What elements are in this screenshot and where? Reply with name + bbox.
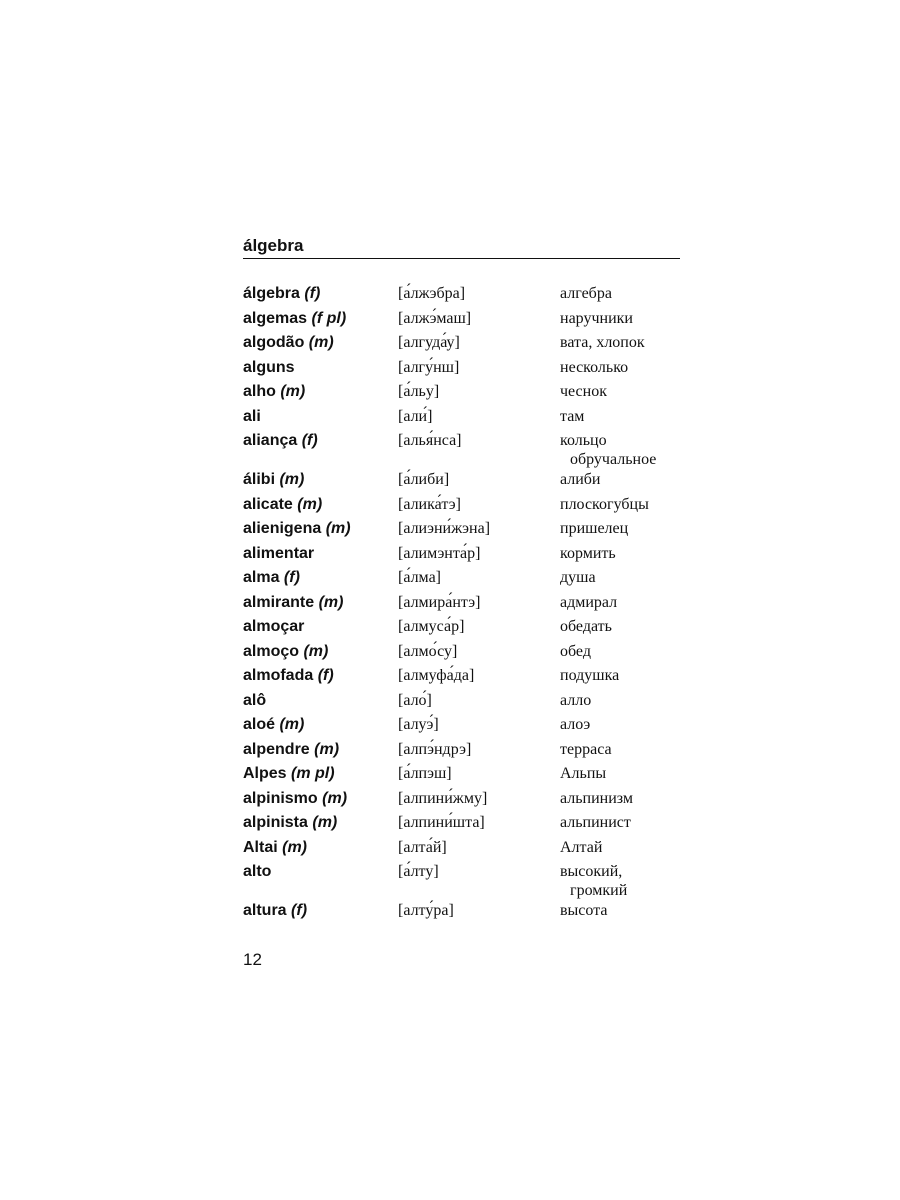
headword-text: Alpes [243, 765, 287, 782]
translation-line: высокий, [560, 863, 623, 880]
dictionary-entry [243, 495, 680, 520]
headword-text: almoçar [243, 618, 305, 635]
dictionary-entry [243, 642, 680, 667]
page-number: 12 [243, 950, 262, 969]
gender-marker: (f) [283, 569, 300, 586]
headword-text: alguns [243, 358, 295, 376]
translation [560, 764, 680, 784]
headword-text: ali [243, 407, 261, 425]
gender-marker: (m) [312, 814, 338, 831]
gender-marker: (m) [279, 471, 305, 488]
dictionary-entry [243, 813, 680, 838]
gender-marker: (m pl) [291, 765, 335, 782]
translation [560, 838, 680, 858]
translation-line: несколько [560, 358, 629, 376]
translation-line: обручальное [570, 451, 657, 468]
dictionary-entry [243, 333, 680, 358]
headword-text: alô [243, 691, 267, 709]
translation [560, 740, 680, 760]
headword [243, 901, 307, 921]
translation [560, 431, 680, 468]
pronunciation: [ало́] [398, 691, 432, 709]
gender-marker: (m) [279, 716, 305, 733]
headword [243, 495, 322, 515]
dictionary-entry [243, 666, 680, 691]
translation-line: кормить [560, 544, 616, 562]
headword-text: algemas [243, 309, 308, 327]
translation-line: громкий [570, 882, 628, 899]
dictionary-entry [243, 284, 680, 309]
pronunciation: [а́лту] [398, 863, 439, 880]
translation-line: алгебра [560, 285, 612, 302]
translation-line: альпинизм [560, 789, 633, 807]
entry-list [243, 284, 680, 926]
headword-text: alpinista [243, 814, 308, 831]
headword-text: alienigena [243, 520, 322, 537]
pronunciation: [алпэ́ндрэ] [398, 740, 472, 758]
pronunciation: [а́лма] [398, 569, 441, 586]
translation-line: плоскогубцы [560, 495, 649, 513]
gender-marker: (m) [314, 740, 340, 758]
translation [560, 544, 680, 564]
headword-text: alpendre [243, 740, 310, 758]
translation-line: чеснок [560, 383, 607, 400]
header-rule [243, 258, 680, 259]
translation [560, 495, 680, 515]
translation [560, 715, 680, 735]
gender-marker: (m) [325, 520, 351, 537]
translation-line: обедать [560, 618, 612, 635]
translation [560, 309, 680, 329]
running-head: álgebra [243, 236, 304, 255]
translation-line: пришелец [560, 520, 629, 537]
gender-marker: (f pl) [311, 309, 347, 327]
headword [243, 431, 318, 451]
headword [243, 333, 334, 353]
headword [243, 691, 266, 711]
dictionary-entry [243, 358, 680, 383]
headword [243, 519, 351, 539]
headword-text: alpinismo [243, 789, 318, 807]
translation [560, 358, 680, 378]
translation-line: адмирал [560, 593, 618, 611]
translation [560, 519, 680, 539]
pronunciation: [алмо́су] [398, 642, 458, 660]
gender-marker: (m) [308, 334, 334, 351]
translation [560, 691, 680, 711]
translation-line: наручники [560, 309, 633, 327]
translation [560, 617, 680, 637]
gender-marker: (f) [291, 902, 308, 919]
headword [243, 309, 346, 329]
headword [243, 642, 328, 662]
headword-text: aliança [243, 432, 298, 449]
headword [243, 813, 337, 833]
pronunciation: [алуэ́] [398, 716, 439, 733]
gender-marker: (f) [304, 285, 321, 302]
gender-marker: (m) [297, 495, 323, 513]
pronunciation: [алья́нса] [398, 432, 462, 449]
translation [560, 813, 680, 833]
gender-marker: (f) [301, 432, 318, 449]
dictionary-entry [243, 764, 680, 789]
pronunciation: [алжэ́маш] [398, 309, 472, 327]
gender-marker: (m) [280, 383, 306, 400]
translation [560, 593, 680, 613]
translation [560, 470, 680, 490]
gender-marker: (m) [303, 642, 329, 660]
headword-text: alto [243, 863, 272, 880]
pronunciation: [а́лжэбра] [398, 285, 466, 302]
pronunciation: [алмуфа́да] [398, 667, 475, 684]
translation-line: обед [560, 642, 591, 660]
pronunciation: [алту́ра] [398, 902, 454, 919]
headword [243, 764, 335, 784]
dictionary-entry [243, 715, 680, 740]
pronunciation: [алпини́шта] [398, 814, 485, 831]
headword [243, 568, 300, 588]
headword-text: álgebra [243, 285, 300, 302]
translation-line: алло [560, 691, 592, 709]
headword-text: alimentar [243, 544, 315, 562]
translation [560, 642, 680, 662]
headword-text: Altai [243, 838, 278, 856]
translation-line: высота [560, 902, 608, 919]
dictionary-entry [243, 309, 680, 334]
headword [243, 544, 314, 564]
headword-text: almoço [243, 642, 300, 660]
dictionary-entry [243, 862, 680, 901]
dictionary-entry [243, 740, 680, 765]
headword [243, 470, 304, 490]
pronunciation: [а́лпэш] [398, 765, 452, 782]
translation [560, 666, 680, 686]
headword-text: alicate [243, 495, 293, 513]
headword [243, 284, 320, 304]
headword-text: alma [243, 569, 280, 586]
headword [243, 715, 304, 735]
dictionary-entry [243, 407, 680, 432]
headword [243, 838, 307, 858]
dictionary-entry [243, 617, 680, 642]
dictionary-entry [243, 382, 680, 407]
translation-line: терраса [560, 740, 612, 758]
dictionary-entry [243, 593, 680, 618]
translation-line: алоэ [560, 716, 591, 733]
headword-text: altura [243, 902, 287, 919]
headword-text: almofada [243, 667, 314, 684]
dictionary-entry [243, 544, 680, 569]
pronunciation: [а́льу] [398, 383, 440, 400]
translation-line: альпинист [560, 814, 631, 831]
dictionary-entry [243, 901, 680, 926]
headword [243, 358, 295, 378]
dictionary-entry [243, 470, 680, 495]
gender-marker: (m) [282, 838, 308, 856]
pronunciation: [алимэнта́р] [398, 544, 481, 562]
translation-line: там [560, 407, 585, 425]
pronunciation: [алта́й] [398, 838, 447, 856]
translation [560, 407, 680, 427]
translation-line: алиби [560, 471, 601, 488]
dictionary-entry [243, 789, 680, 814]
gender-marker: (m) [322, 789, 348, 807]
headword-text: aloé [243, 716, 276, 733]
translation [560, 789, 680, 809]
pronunciation: [алика́тэ] [398, 495, 461, 513]
headword-text: álibi [243, 471, 276, 488]
pronunciation: [а́либи] [398, 471, 450, 488]
translation-line: Альпы [560, 765, 607, 782]
translation-line: Алтай [560, 838, 603, 856]
translation [560, 862, 680, 899]
dictionary-entry [243, 568, 680, 593]
translation [560, 568, 680, 588]
headword [243, 407, 261, 427]
headword-text: algodão [243, 334, 305, 351]
headword [243, 789, 347, 809]
translation-line: подушка [560, 667, 620, 684]
headword [243, 593, 343, 613]
headword [243, 740, 339, 760]
pronunciation: [алгу́нш] [398, 358, 460, 376]
pronunciation: [алгуда́у] [398, 334, 460, 351]
headword [243, 617, 304, 637]
translation [560, 284, 680, 304]
translation [560, 333, 680, 353]
pronunciation: [алиэни́жэна] [398, 520, 491, 537]
headword-text: almirante [243, 593, 315, 611]
headword [243, 666, 334, 686]
dictionary-entry [243, 431, 680, 470]
dictionary-entry [243, 838, 680, 863]
translation-line: душа [560, 569, 596, 586]
pronunciation: [алмира́нтэ] [398, 593, 481, 611]
pronunciation: [алпини́жму] [398, 789, 488, 807]
translation [560, 901, 680, 921]
headword [243, 862, 271, 882]
gender-marker: (m) [318, 593, 344, 611]
headword-text: alho [243, 383, 276, 400]
pronunciation: [алмуса́р] [398, 618, 465, 635]
translation [560, 382, 680, 402]
pronunciation: [али́] [398, 407, 433, 425]
gender-marker: (f) [317, 667, 334, 684]
dictionary-entry [243, 691, 680, 716]
translation-line: кольцо [560, 432, 607, 449]
headword [243, 382, 305, 402]
dictionary-entry [243, 519, 680, 544]
translation-line: вата, хлопок [560, 334, 645, 351]
